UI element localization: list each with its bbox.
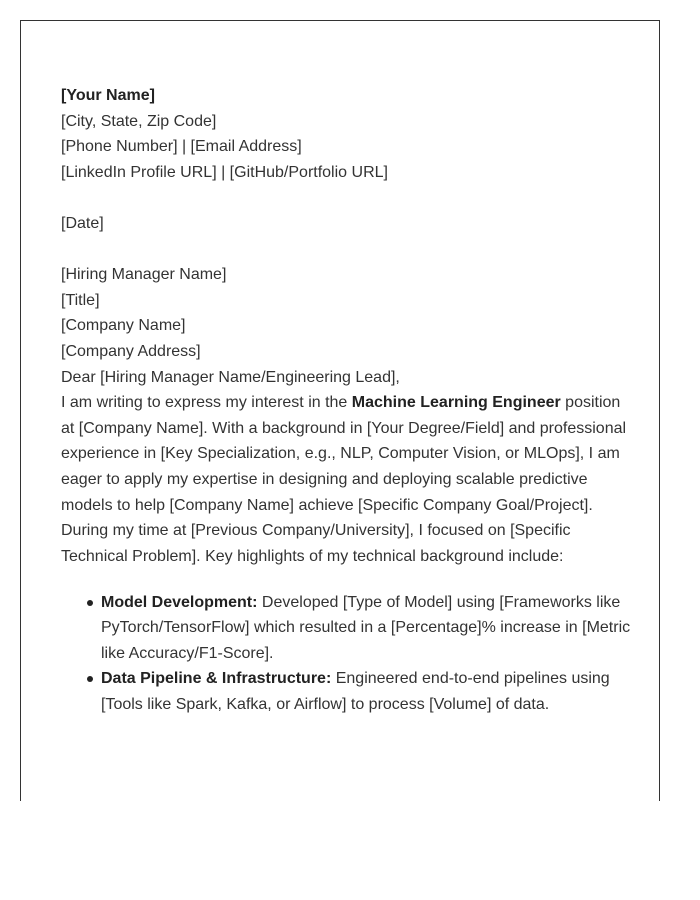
list-item (101, 666, 631, 717)
sender-contact: [Phone Number] | [Email Address] (61, 138, 302, 156)
recipient-company: [Company Name] (61, 317, 186, 335)
highlight-title: Model Development: (101, 593, 258, 611)
list-item (101, 590, 631, 667)
bullet-icon (87, 676, 93, 682)
intro-text-after: position at [Company Name]. With a background in [Your Degree/Field] and professional experience in [Key Specialization, e.g., NLP, Computer Vision, or MLOps], I am eager to apply my expertise in designing and deploying scalable predictive models to help [Company Name] achieve [Specific Company Goal/Project]. (61, 394, 627, 514)
recipient-block (61, 262, 631, 364)
letter-body (61, 83, 631, 718)
recipient-title: [Title] (61, 291, 100, 309)
highlights-list (61, 590, 631, 718)
highlight-text: Developed [Type of Model] using [Frameworks like PyTorch/TensorFlow] which resulted in a [Percentage]% increase in [Metric like Accuracy/F1-Score]. (101, 593, 631, 662)
recipient-name: [Hiring Manager Name] (61, 266, 227, 284)
letter-page (20, 20, 660, 801)
intro-role: Machine Learning Engineer (351, 394, 561, 412)
highlight-title: Data Pipeline & Infrastructure: (101, 670, 332, 688)
sender-name: [Your Name] (61, 87, 155, 104)
intro-paragraph (61, 390, 631, 518)
highlight-text: Engineered end-to-end pipelines using [Tools like Spark, Kafka, or Airflow] to process [Volume] of data. (101, 670, 610, 714)
intro-text-before: I am writing to express my interest in the (61, 394, 352, 412)
letter-date: [Date] (61, 214, 104, 232)
sender-location: [City, State, Zip Code] (61, 112, 217, 130)
salutation: Dear [Hiring Manager Name/Engineering Lead], (61, 368, 400, 386)
sender-links: [LinkedIn Profile URL] | [GitHub/Portfolio URL] (61, 163, 388, 181)
date-block (61, 211, 631, 237)
bullet-icon (87, 600, 93, 606)
sender-block (61, 83, 631, 185)
recipient-address: [Company Address] (61, 342, 201, 360)
experience-paragraph: During my time at [Previous Company/University], I focused on [Specific Technical Problem]. Key highlights of my technical background include: (61, 522, 571, 565)
